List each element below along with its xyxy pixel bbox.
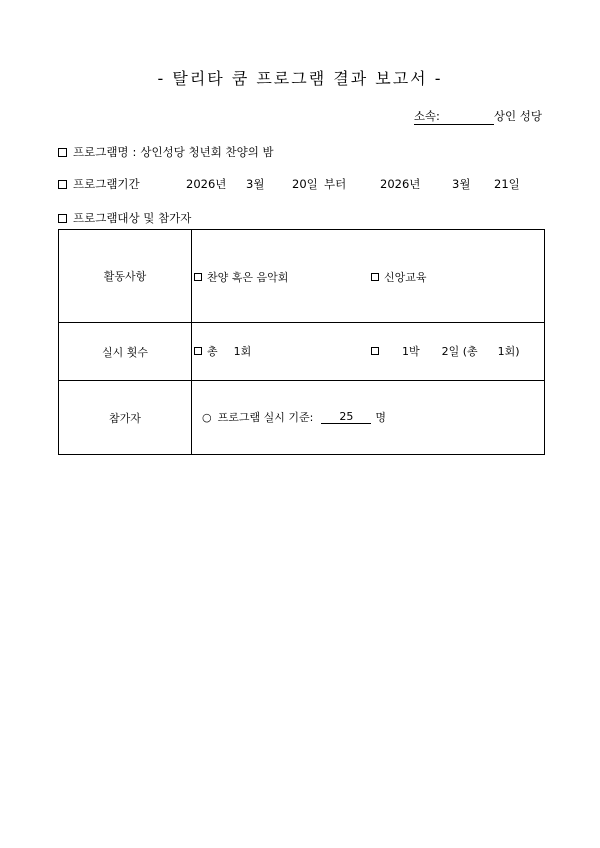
start-month: 3월 [246,177,265,191]
activity-option2-checkbox[interactable] [371,273,379,281]
program-name-label: 프로그램명 [73,145,129,159]
checkbox-icon[interactable] [58,180,67,189]
affiliation-value: 상인 성당 [493,109,542,123]
activity-row [59,230,545,323]
participants-count[interactable]: 25 [321,410,371,424]
affiliation-label: 소속: [414,108,494,125]
participants-row [59,381,545,455]
frequency-row [59,323,545,381]
frequency-total-count: 1회 [233,345,252,358]
checkbox-icon[interactable] [58,148,67,157]
frequency-overnight-checkbox[interactable] [371,347,379,355]
activity-option2-label: 신앙교육 [384,271,427,284]
frequency-header: 실시 횟수 [59,323,192,381]
participants-header: 참가자 [59,381,192,455]
frequency-total-checkbox[interactable] [194,347,202,355]
program-target-label: 프로그램대상 및 참가자 [73,211,192,225]
frequency-nights: 1박 [402,345,420,358]
program-period-label: 프로그램기간 [73,177,140,191]
bullet-icon: ○ [202,410,212,424]
participants-label: 프로그램 실시 기준: [217,411,314,424]
end-month: 3월 [452,177,471,191]
program-table [58,229,545,455]
activity-header: 활동사항 [59,230,192,323]
program-name-separator: : [132,145,137,159]
page-title: - 탈리타 쿰 프로그램 결과 보고서 - [157,69,443,88]
checkbox-icon[interactable] [58,214,67,223]
affiliation [414,108,542,125]
start-day: 20일 [292,177,318,191]
program-period-row [58,176,545,192]
program-name-value: 상인성당 청년회 찬양의 밤 [140,145,274,159]
activity-option1-label: 찬양 혹은 음악회 [207,271,289,284]
end-year: 2026년 [380,177,421,191]
frequency-overnight-count: 1회) [497,345,520,358]
start-year: 2026년 [186,177,227,191]
frequency-days: 2일 (총 [441,345,478,358]
frequency-total-label: 총 [207,345,218,358]
frequency-cell [192,323,545,381]
activity-cell [192,230,545,323]
program-target-row [58,210,191,226]
participants-unit: 명 [375,411,386,424]
activity-option1-checkbox[interactable] [194,273,202,281]
end-day: 21일 [494,177,520,191]
program-name-row [58,144,274,160]
period-from: 부터 [324,177,347,191]
participants-cell [192,381,545,455]
